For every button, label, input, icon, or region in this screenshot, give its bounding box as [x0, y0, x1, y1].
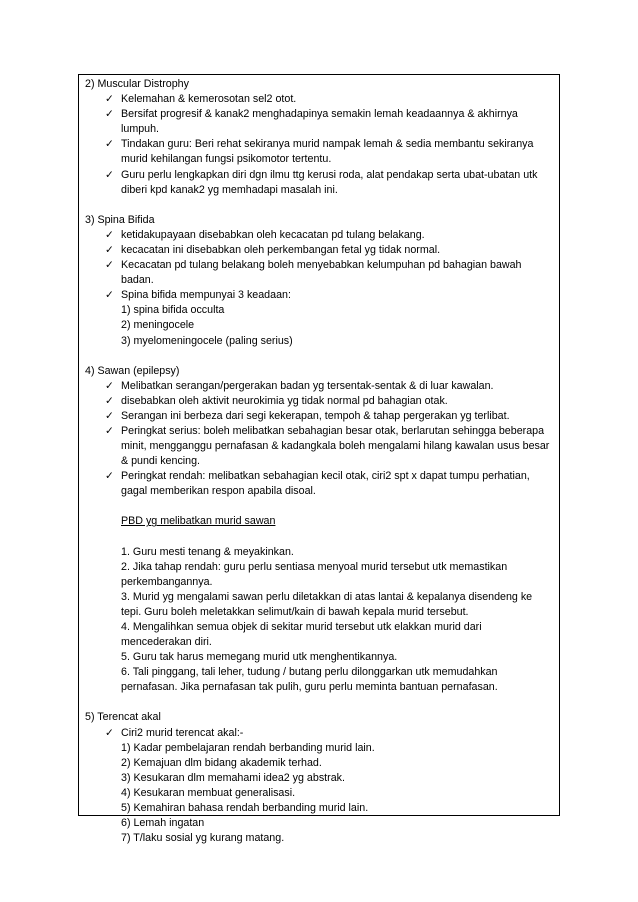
bullet-list [85, 379, 555, 500]
list-item [85, 726, 555, 847]
pbd-step: 4. Mengalihkan semua objek di sekitar murid tersebut utk elakkan murid dari mencederakan diri. [121, 621, 482, 649]
list-item [85, 137, 555, 167]
checkmark-icon: ✓ [105, 470, 114, 483]
pbd-step: 2. Jika tahap rendah: guru perlu sentiasa menyoal murid tersebut utk memastikan perkembangannya. [121, 560, 508, 588]
checkmark-icon: ✓ [105, 243, 114, 256]
list-item [85, 107, 555, 137]
bullet-list [85, 726, 555, 847]
sub-item: 7) T/laku sosial yg kurang matang. [121, 832, 285, 845]
item-text: disebabkan oleh aktivit neurokimia yg tidak normal pd bahagian otak. [121, 394, 448, 407]
sub-item: 2) Kemajuan dlm bidang akademik terhad. [121, 756, 322, 769]
list-item [85, 92, 555, 107]
list-item [85, 394, 555, 409]
pbd-step: 3. Murid yg mengalami sawan perlu diletakkan di atas lantai & kepalanya disendeng ke tepi. Guru boleh meletakkan selimut/kain di bawah kepala murid tersebut. [121, 590, 533, 618]
item-text: Kecacatan pd tulang belakang boleh menyebabkan kelumpuhan pd bahagian bawah badan. [121, 259, 522, 287]
list-item [85, 258, 555, 288]
sub-list [121, 741, 555, 847]
sub-item: 1) spina bifida occulta [121, 304, 225, 317]
item-text: Kelemahan & kemerosotan sel2 otot. [121, 93, 297, 106]
item-text: Guru perlu lengkapkan diri dgn ilmu ttg kerusi roda, alat pendakap serta ubat-ubatan utk diberi kpd kanak2 yg memhadapi masalah ini. [121, 168, 538, 196]
pbd-step: 1. Guru mesti tenang & meyakinkan. [121, 545, 294, 558]
checkmark-icon: ✓ [105, 168, 114, 181]
pbd-step: 6. Tali pinggang, tali leher, tudung / butang perlu dilonggarkan utk memudahkan pernafasan. Jika pernafasan tak pulih, guru perlu meminta bantuan pernafasan. [121, 666, 498, 694]
item-text: Peringkat serius: boleh melibatkan sebahagian besar otak, berlarutan sehingga beberapa minit, mengganggu pernafasan & kadangkala boleh mengalami hilang kawalan usus besar & pundi kencing. [121, 424, 550, 468]
item-text: Peringkat rendah: melibatkan sebahagian kecil otak, ciri2 spt x dapat tumpu perhatian, gagal memberikan respon apabila disoal. [121, 470, 530, 498]
section-title: 3) Spina Bifida [85, 213, 155, 226]
sub-item: 2) meningocele [121, 319, 195, 332]
list-item [85, 243, 555, 258]
section-terencat-akal [85, 710, 555, 846]
list-item [85, 424, 555, 469]
section-title: 5) Terencat akal [85, 711, 161, 724]
sub-item: 3) myelomeningocele (paling serius) [121, 334, 293, 347]
list-item [85, 469, 555, 499]
checkmark-icon: ✓ [105, 424, 114, 437]
checkmark-icon: ✓ [105, 108, 114, 121]
item-text: Tindakan guru: Beri rehat sekiranya murid nampak lemah & sedia membantu sekiranya murid kehilangan fungsi psikomotor tertentu. [121, 138, 534, 166]
checkmark-icon: ✓ [105, 93, 114, 106]
content-box [78, 74, 560, 845]
checkmark-icon: ✓ [105, 289, 114, 302]
sub-item: 5) Kemahiran bahasa rendah berbanding murid lain. [121, 802, 369, 815]
sub-item: 1) Kadar pembelajaran rendah berbanding murid lain. [121, 741, 375, 754]
checkmark-icon: ✓ [105, 138, 114, 151]
pbd-heading: PBD yg melibatkan murid sawan [121, 515, 276, 528]
list-item [85, 168, 555, 198]
bullet-list [85, 92, 555, 198]
checkmark-icon: ✓ [105, 259, 114, 272]
item-text: Bersifat progresif & kanak2 menghadapinya semakin lemah keadaannya & akhirnya lumpuh. [121, 108, 518, 136]
section-title: 2) Muscular Distrophy [85, 78, 189, 90]
list-item [85, 409, 555, 424]
checkmark-icon: ✓ [105, 379, 114, 392]
list-item [85, 379, 555, 394]
section-spina-bifida [85, 213, 555, 349]
pbd-step: 5. Guru tak harus memegang murid utk menghentikannya. [121, 651, 398, 664]
section-sawan [85, 364, 555, 696]
list-item [85, 288, 555, 348]
item-text: Ciri2 murid terencat akal:- [121, 726, 244, 739]
checkmark-icon: ✓ [105, 228, 114, 241]
sub-item: 6) Lemah ingatan [121, 817, 205, 830]
item-text: Melibatkan serangan/pergerakan badan yg tersentak-sentak & di luar kawalan. [121, 379, 494, 392]
pbd-block [85, 514, 555, 695]
section-muscular-distrophy [85, 77, 555, 198]
item-text: Spina bifida mempunyai 3 keadaan: [121, 289, 291, 302]
section-title: 4) Sawan (epilepsy) [85, 364, 180, 377]
sub-item: 3) Kesukaran dlm memahami idea2 yg abstrak. [121, 771, 345, 784]
checkmark-icon: ✓ [105, 394, 114, 407]
checkmark-icon: ✓ [105, 726, 114, 739]
sub-item: 4) Kesukaran membuat generalisasi. [121, 786, 296, 799]
item-text: kecacatan ini disebabkan oleh perkembangan fetal yg tidak normal. [121, 243, 441, 256]
item-text: ketidakupayaan disebabkan oleh kecacatan pd tulang belakang. [121, 228, 425, 241]
checkmark-icon: ✓ [105, 409, 114, 422]
list-item [85, 228, 555, 243]
bullet-list [85, 228, 555, 349]
sub-list [121, 303, 555, 348]
item-text: Serangan ini berbeza dari segi kekerapan, tempoh & tahap pergerakan yg terlibat. [121, 409, 510, 422]
